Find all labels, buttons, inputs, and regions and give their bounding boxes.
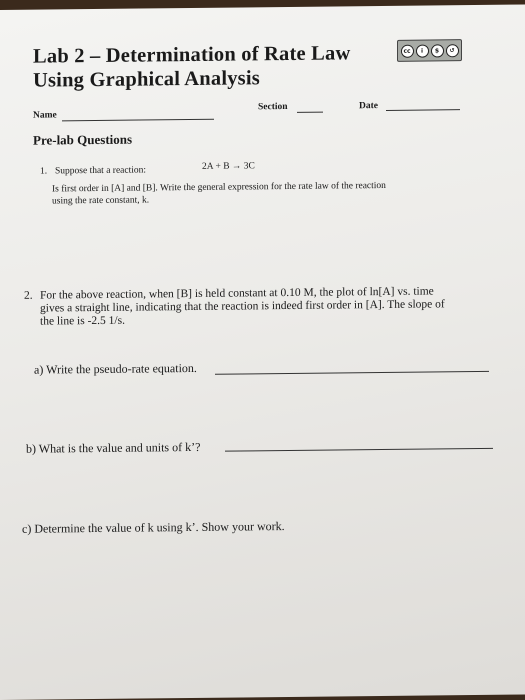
name-label: Name — [33, 110, 57, 121]
answer-b-line[interactable] — [225, 448, 493, 452]
cc-icon: cc — [401, 44, 414, 57]
date-label: Date — [359, 101, 378, 112]
name-field-line[interactable] — [62, 119, 214, 122]
creative-commons-badge — [397, 39, 462, 62]
q2-line-2: gives a straight line, indicating that the reaction is indeed first order in [A]. The slope of — [40, 298, 445, 315]
answer-a-line[interactable] — [215, 371, 489, 375]
by-icon: i — [416, 44, 429, 57]
question-c: c) Determine the value of k using k’. Show your work. — [22, 519, 285, 536]
q1-reaction: 2A + B → 3C — [202, 161, 255, 172]
date-field-line[interactable] — [386, 109, 460, 111]
q1-text-line-2: using the rate constant, k. — [52, 195, 150, 207]
title-line-1: Lab 2 – Determination of Rate Law — [33, 42, 351, 68]
section-field-line[interactable] — [297, 112, 323, 113]
sa-icon: ↺ — [446, 44, 459, 57]
question-b: b) What is the value and units of k’? — [26, 439, 201, 456]
nc-icon: $ — [431, 44, 444, 57]
q2-line-1: For the above reaction, when [B] is held constant at 0.10 M, the plot of ln[A] vs. time — [40, 285, 434, 302]
q2-number: 2. — [24, 289, 33, 302]
section-label: Section — [258, 101, 288, 113]
q2-line-3: the line is -2.5 1/s. — [40, 314, 125, 328]
page-title — [33, 41, 350, 92]
prelab-heading: Pre-lab Questions — [33, 131, 133, 148]
q1-number: 1. — [40, 166, 48, 177]
q1-intro: Suppose that a reaction: — [55, 165, 147, 177]
question-a: a) Write the pseudo-rate equation. — [34, 360, 197, 377]
title-line-2: Using Graphical Analysis — [33, 67, 260, 92]
worksheet-page — [0, 5, 525, 700]
q1-text-line-1: Is first order in [A] and [B]. Write the general expression for the rate law of the reaction — [52, 180, 386, 195]
